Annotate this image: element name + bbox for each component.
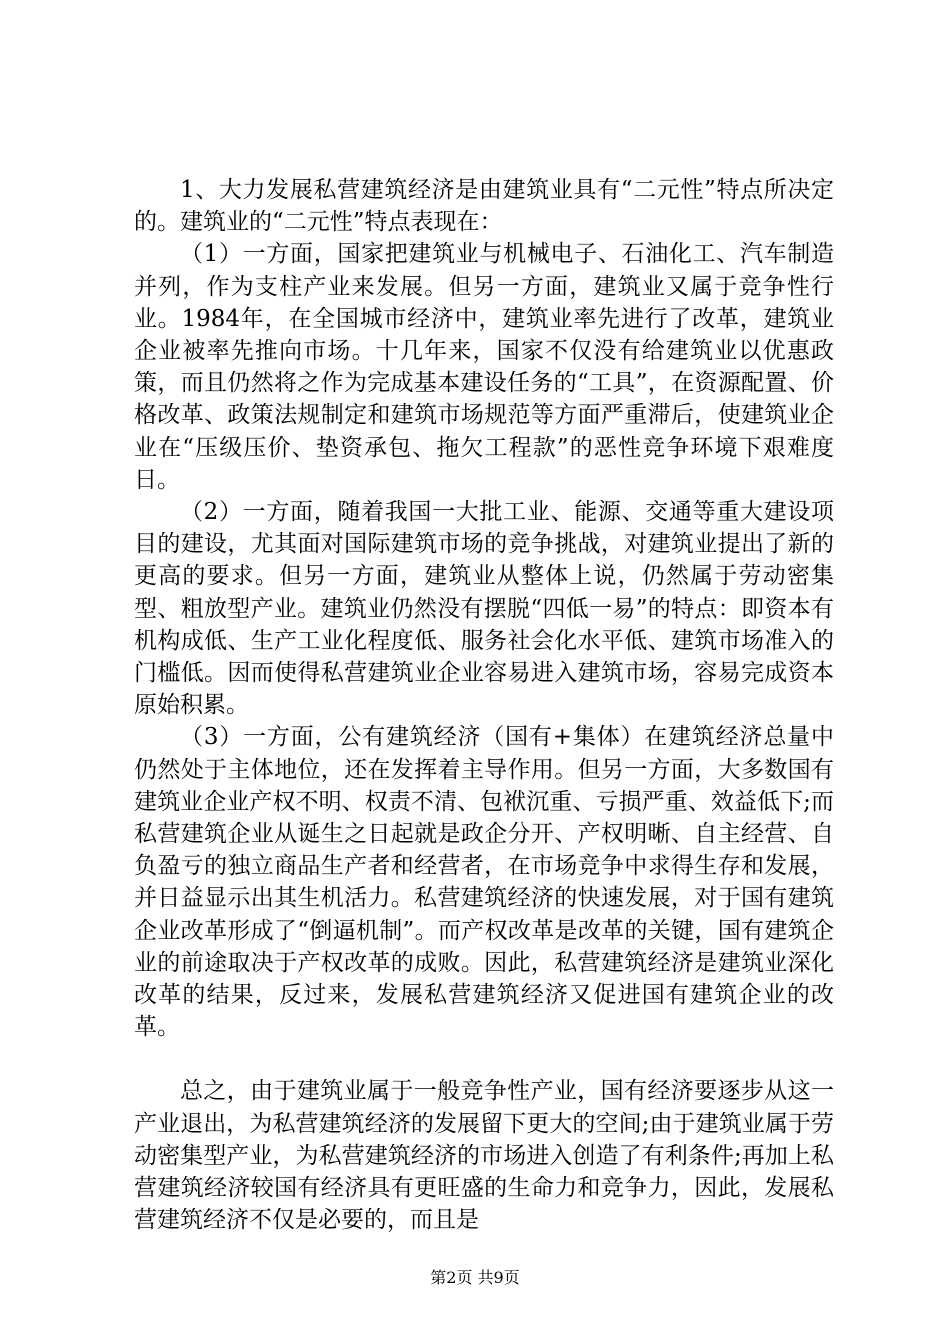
document-body: [134, 174, 834, 1237]
paragraph-5: 总之，由于建筑业属于一般竞争性产业，国有经济要逐步从这一产业退出，为私营建筑经济的发展留下更大的空间;由于建筑业属于劳动密集型产业，为私营建筑经济的市场进入创造了有利条件;再加上私营建筑经济较国有经济具有更旺盛的生命力和竞争力，因此，发展私营建筑经济不仅是必要的，而且是: [134, 1078, 834, 1234]
paragraph-2: （1）一方面，国家把建筑业与机械电子、石油化工、汽车制造并列，作为支柱产业来发展。但另一方面，建筑业又属于竞争性行业。1984年，在全国城市经济中，建筑业率先进行了改革，建筑业企业被率先推向市场。十几年来，国家不仅没有给建筑业以优惠政策，而且仍然将之作为完成基本建设任务的“工具”，在资源配置、价格改革、政策法规制定和建筑市场规范等方面严重滞后，使建筑业企业在“压级压价、垫资承包、拖欠工程款”的恶性竞争环境下艰难度日。: [134, 241, 834, 493]
paragraph-1: 1、大力发展私营建筑经济是由建筑业具有“二元性”特点所决定的。建筑业的“二元性”特点表现在：: [134, 177, 834, 236]
paragraph-3: （2）一方面，随着我国一大批工业、能源、交通等重大建设项目的建设，尤其面对国际建筑市场的竞争挑战，对建筑业提出了新的更高的要求。但另一方面，建筑业从整体上说，仍然属于劳动密集型、粗放型产业。建筑业仍然没有摆脱“四低一易”的特点：即资本有机构成低、生产工业化程度低、服务社会化水平低、建筑市场准入的门槛低。因而使得私营建筑业企业容易进入建筑市场，容易完成资本原始积累。: [134, 499, 834, 719]
page-number-footer: 第2页 共9页: [430, 1268, 520, 1287]
paragraph-4: （3）一方面，公有建筑经济（国有+集体）在建筑经济总量中仍然处于主体地位，还在发挥着主导作用。但另一方面，大多数国有建筑业企业产权不明、权责不清、包袱沉重、亏损严重、效益低下;而私营建筑企业从诞生之日起就是政企分开、产权明晰、自主经营、自负盈亏的独立商品生产者和经营者，在市场竞争中求得生存和发展，并日益显示出其生机活力。私营建筑经济的快速发展，对于国有建筑企业改革形成了“倒逼机制”。而产权改革是改革的关键，国有建筑企业的前途取决于产权改革的成败。因此，私营建筑经济是建筑业深化改革的结果，反过来，发展私营建筑经济又促进国有建筑企业的改革。: [134, 724, 834, 1041]
